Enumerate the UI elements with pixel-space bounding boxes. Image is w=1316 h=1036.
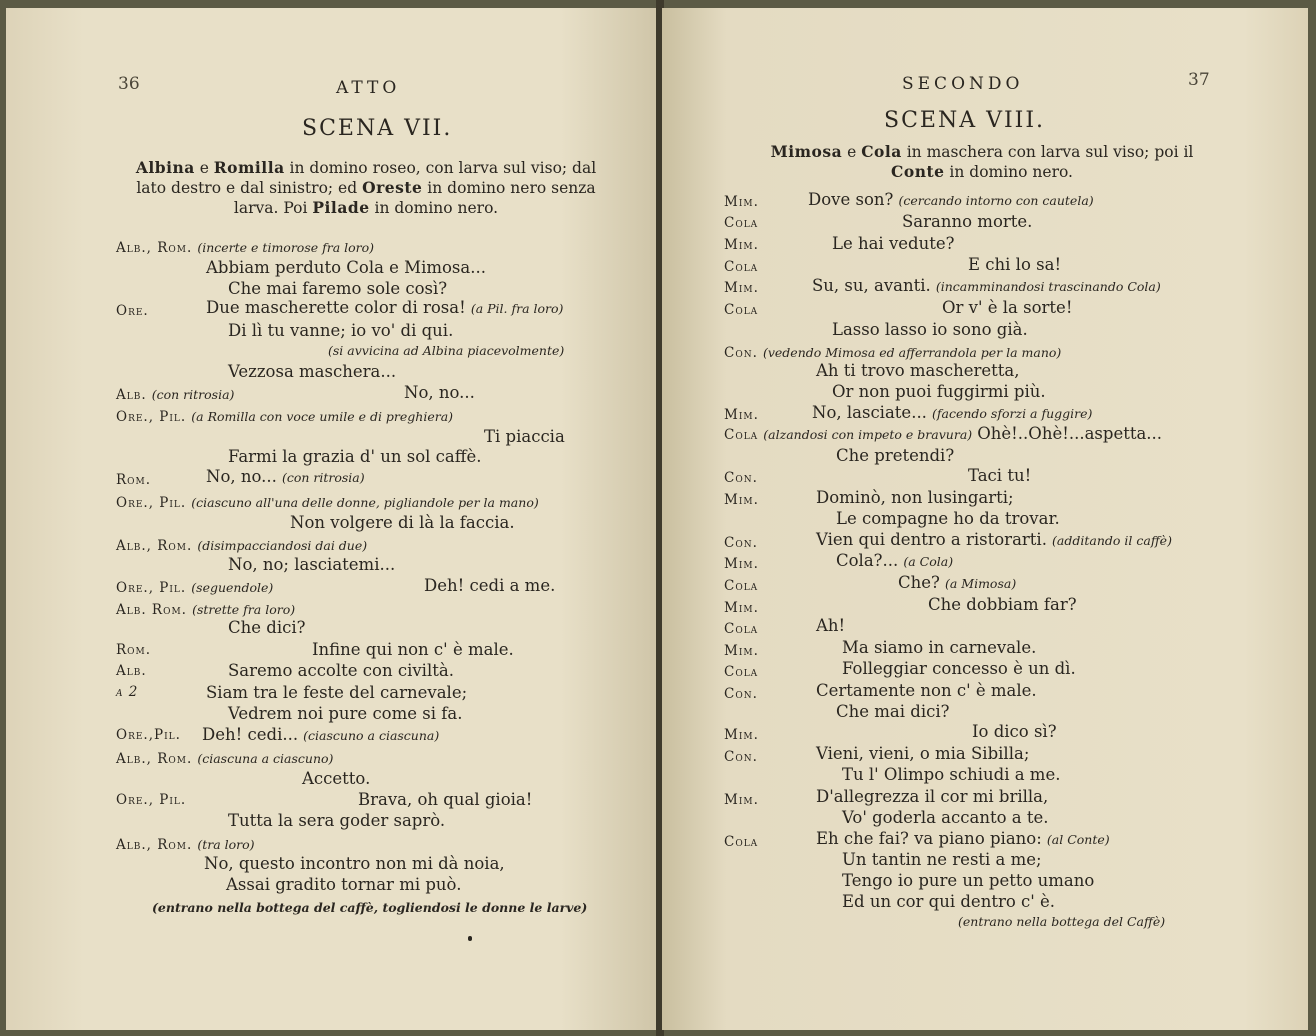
- speaker: Ore., Pil.: [116, 580, 187, 596]
- verse-line: No, no...: [404, 383, 475, 402]
- speaker: Ore., Pil.: [116, 409, 187, 425]
- intro-text: in domino nero.: [944, 163, 1073, 181]
- verse-line: Or v' è la sorte!: [942, 298, 1073, 317]
- speaker: Mim.: [724, 237, 759, 253]
- speaker: Alb.: [116, 663, 147, 679]
- verse-line: Tengo io pure un petto umano: [842, 871, 1095, 890]
- dialogue-line: [836, 551, 953, 570]
- stage-direction: (vedendo Mimosa ed afferrandola per la mano): [762, 345, 1062, 360]
- dialogue-line: [202, 725, 439, 744]
- verse-line: Siam tra le feste del carnevale;: [206, 683, 468, 702]
- scene-title: SCENA VII.: [302, 116, 453, 141]
- verse-line: Taci tu!: [968, 466, 1032, 485]
- stage-direction: (disimpacciandosi dai due): [197, 538, 368, 553]
- speaker: Alb. Rom.: [116, 602, 187, 618]
- dialogue-line: [116, 834, 255, 853]
- character-name: Pilade: [312, 198, 370, 217]
- verse-line: Su, su, avanti.: [812, 276, 931, 295]
- intro-text: e: [842, 143, 862, 161]
- dialogue-line: [816, 530, 1172, 549]
- stage-direction: (ciascuno all'una delle donne, pigliandole per la mano): [191, 495, 539, 510]
- verse-line: Accetto.: [302, 769, 371, 788]
- verse-line: Vedrem noi pure come si fa.: [228, 704, 463, 723]
- verse-line: Vo' goderla accanto a te.: [842, 808, 1049, 827]
- scene-intro: [126, 158, 606, 218]
- speaker: Cola: [724, 578, 759, 594]
- speaker: Cola: [724, 664, 759, 680]
- verse-line: Che pretendi?: [836, 446, 955, 465]
- left-page: [6, 8, 658, 1030]
- speaker: Con.: [724, 345, 758, 361]
- speaker: Mim.: [724, 194, 759, 210]
- verse-line: Ma siamo in carnevale.: [842, 638, 1037, 657]
- verse-line: No, no...: [206, 467, 277, 486]
- verse-line: Ohè!..Ohè!...aspetta...: [977, 424, 1163, 443]
- speaker: Rom.: [116, 472, 152, 488]
- verse-line: Brava, oh qual gioia!: [358, 790, 533, 809]
- verse-line: Tutta la sera goder saprò.: [228, 811, 446, 830]
- verse-line: Vezzosa maschera...: [228, 362, 397, 381]
- stage-direction: (a Cola): [903, 554, 954, 569]
- dialogue-line: [724, 342, 1061, 361]
- dialogue-line: [116, 599, 295, 618]
- stage-direction: (a Mimosa): [944, 576, 1017, 591]
- intro-text: in maschera con larva sul viso; poi il: [901, 143, 1194, 161]
- verse-line: Dove son?: [808, 190, 894, 209]
- verse-line: Due mascherette color di rosa!: [206, 298, 466, 317]
- speaker: Cola: [724, 621, 759, 637]
- dialogue-line: [116, 577, 273, 596]
- speaker: Cola: [724, 834, 759, 850]
- verse-line: Che mai faremo sole così?: [228, 279, 448, 298]
- speaker: Cola: [724, 259, 759, 275]
- speaker: Alb.: [116, 387, 147, 403]
- verse-line: Ah ti trovo mascheretta,: [816, 361, 1020, 380]
- verse-line: Che?: [898, 573, 940, 592]
- speaker: Ore., Pil.: [116, 495, 187, 511]
- speaker: Ore.: [116, 303, 149, 319]
- intro-text: in domino roseo, con larva sul viso; dal lato destro e dal sinistro; ed: [136, 159, 597, 197]
- dialogue-line: [116, 469, 151, 488]
- verse-line: Ti piaccia: [484, 427, 565, 446]
- verse-line: Infine qui non c' è male.: [312, 640, 514, 659]
- character-name: Cola: [861, 142, 902, 161]
- verse-line: Abbiam perduto Cola e Mimosa...: [206, 258, 486, 277]
- stage-direction: (ciascuno a ciascuna): [303, 728, 440, 743]
- dialogue-line: [898, 573, 1016, 592]
- verse-line: Deh! cedi...: [202, 725, 299, 744]
- stage-direction: (entrano nella bottega del caffè, togliendosi le donne le larve): [152, 900, 588, 915]
- stage-direction: (entrano nella bottega del Caffè): [958, 914, 1166, 929]
- verse-line: Saremo accolte con civiltà.: [228, 661, 454, 680]
- verse-line: Io dico sì?: [972, 722, 1057, 741]
- intro-text: e: [194, 159, 214, 177]
- stage-direction: (a Romilla con voce umile e di preghiera): [191, 409, 454, 424]
- verse-line: E chi lo sa!: [968, 255, 1062, 274]
- speaker: Cola: [724, 302, 759, 318]
- verse-line: No, lasciate...: [812, 403, 927, 422]
- speaker: Con.: [724, 535, 758, 551]
- dialogue-line: [206, 467, 365, 486]
- speaker: Mim.: [724, 600, 759, 616]
- dialogue-line: [116, 535, 367, 554]
- speaker: a 2: [116, 684, 139, 700]
- verse-line: Ed un cor qui dentro c' è.: [842, 892, 1056, 911]
- verse-line: Che mai dici?: [836, 702, 950, 721]
- stage-direction: (con ritrosia): [281, 470, 365, 485]
- speaker: Mim.: [724, 556, 759, 572]
- verse-line: Dominò, non lusingarti;: [816, 488, 1014, 507]
- stage-direction: (strette fra loro): [192, 602, 296, 617]
- page-number: 36: [118, 74, 140, 94]
- dialogue-line: [116, 384, 234, 403]
- speaker: Con.: [724, 749, 758, 765]
- speaker: Mim.: [724, 643, 759, 659]
- character-name: Conte: [891, 162, 945, 181]
- dialogue-line: [724, 424, 1162, 443]
- stage-direction: (additando il caffè): [1052, 533, 1172, 548]
- verse-line: Non volgere di là la faccia.: [290, 513, 515, 532]
- verse-line: Saranno morte.: [902, 212, 1033, 231]
- scene-title: SCENA VIII.: [884, 108, 1046, 133]
- dialogue-line: [812, 276, 1161, 295]
- running-head: ATTO: [336, 78, 401, 98]
- speaker: Mim.: [724, 407, 759, 423]
- verse-line: Certamente non c' è male.: [816, 681, 1037, 700]
- verse-line: Che dobbiam far?: [928, 595, 1077, 614]
- verse-line: Un tantin ne resti a me;: [842, 850, 1042, 869]
- verse-line: Folleggiar concesso è un dì.: [842, 659, 1076, 678]
- ink-speck: [468, 936, 472, 941]
- stage-direction: (cercando intorno con cautela): [898, 193, 1094, 208]
- right-page: [662, 8, 1308, 1030]
- verse-line: Di lì tu vanne; io vo' di qui.: [228, 321, 454, 340]
- verse-line: Or non puoi fuggirmi più.: [832, 382, 1046, 401]
- speaker: Cola: [724, 427, 759, 443]
- speaker: Mim.: [724, 492, 759, 508]
- speaker: Rom.: [116, 642, 152, 658]
- stage-direction: (a Pil. fra loro): [470, 301, 564, 316]
- dialogue-line: [116, 748, 333, 767]
- stage-direction: (alzandosi con impeto e bravura): [763, 427, 973, 442]
- dialogue-line: [116, 492, 539, 511]
- verse-line: Le compagne ho da trovar.: [836, 509, 1060, 528]
- speaker: Cola: [724, 215, 759, 231]
- verse-line: D'allegrezza il cor mi brilla,: [816, 787, 1049, 806]
- verse-line: Che dici?: [228, 618, 306, 637]
- running-head: SECONDO: [902, 74, 1024, 94]
- character-name: Mimosa: [770, 142, 843, 161]
- dialogue-line: [206, 298, 563, 317]
- speaker: Mim.: [724, 727, 759, 743]
- dialogue-line: [808, 190, 1094, 209]
- verse-line: No, no; lasciatemi...: [228, 555, 396, 574]
- verse-line: Ah!: [816, 616, 846, 635]
- stage-direction: (ciascuna a ciascuno): [197, 751, 334, 766]
- page-number: 37: [1188, 70, 1210, 90]
- verse-line: Vien qui dentro a ristorarti.: [816, 530, 1047, 549]
- speaker: Mim.: [724, 280, 759, 296]
- verse-line: Deh! cedi a me.: [424, 576, 556, 595]
- speaker: Alb., Rom.: [116, 837, 193, 853]
- verse-line: Lasso lasso io sono già.: [832, 320, 1028, 339]
- stage-direction: (incamminandosi trascinando Cola): [935, 279, 1161, 294]
- stage-direction: (con ritrosia): [151, 387, 235, 402]
- speaker: Con.: [724, 470, 758, 486]
- stage-direction: (al Conte): [1046, 832, 1110, 847]
- dialogue-line: [116, 300, 149, 319]
- verse-line: Tu l' Olimpo schiudi a me.: [842, 765, 1061, 784]
- character-name: Albina: [135, 158, 195, 177]
- verse-line: Vieni, vieni, o mia Sibilla;: [816, 744, 1030, 763]
- stage-direction: (seguendole): [191, 580, 274, 595]
- character-name: Romilla: [213, 158, 285, 177]
- dialogue-line: [812, 403, 1092, 422]
- stage-direction: (incerte e timorose fra loro): [197, 240, 375, 255]
- speaker: Alb., Rom.: [116, 240, 193, 256]
- dialogue-line: [816, 829, 1110, 848]
- verse-line: Le hai vedute?: [832, 234, 955, 253]
- intro-text: in domino nero senza larva. Poi: [233, 179, 596, 217]
- verse-line: Eh che fai? va piano piano:: [816, 829, 1042, 848]
- dialogue-line: [116, 406, 453, 425]
- character-name: Oreste: [362, 178, 423, 197]
- speaker: Ore., Pil.: [116, 792, 187, 808]
- verse-line: Cola?...: [836, 551, 899, 570]
- dialogue-line: [116, 237, 374, 256]
- stage-direction: (si avvicina ad Albina piacevolmente): [328, 343, 565, 358]
- speaker: Mim.: [724, 792, 759, 808]
- intro-text: in domino nero.: [369, 199, 499, 217]
- verse-line: Assai gradito tornar mi può.: [226, 875, 462, 894]
- verse-line: No, questo incontro non mi dà noia,: [204, 854, 505, 873]
- speaker: Alb., Rom.: [116, 538, 193, 554]
- verse-line: Farmi la grazia d' un sol caffè.: [228, 447, 482, 466]
- speaker: Con.: [724, 686, 758, 702]
- stage-direction: (facendo sforzi a fuggire): [932, 406, 1093, 421]
- speaker: Ore.,Pil.: [116, 727, 181, 743]
- scene-intro: [752, 142, 1212, 182]
- speaker: Alb., Rom.: [116, 751, 193, 767]
- stage-direction: (tra loro): [197, 837, 255, 852]
